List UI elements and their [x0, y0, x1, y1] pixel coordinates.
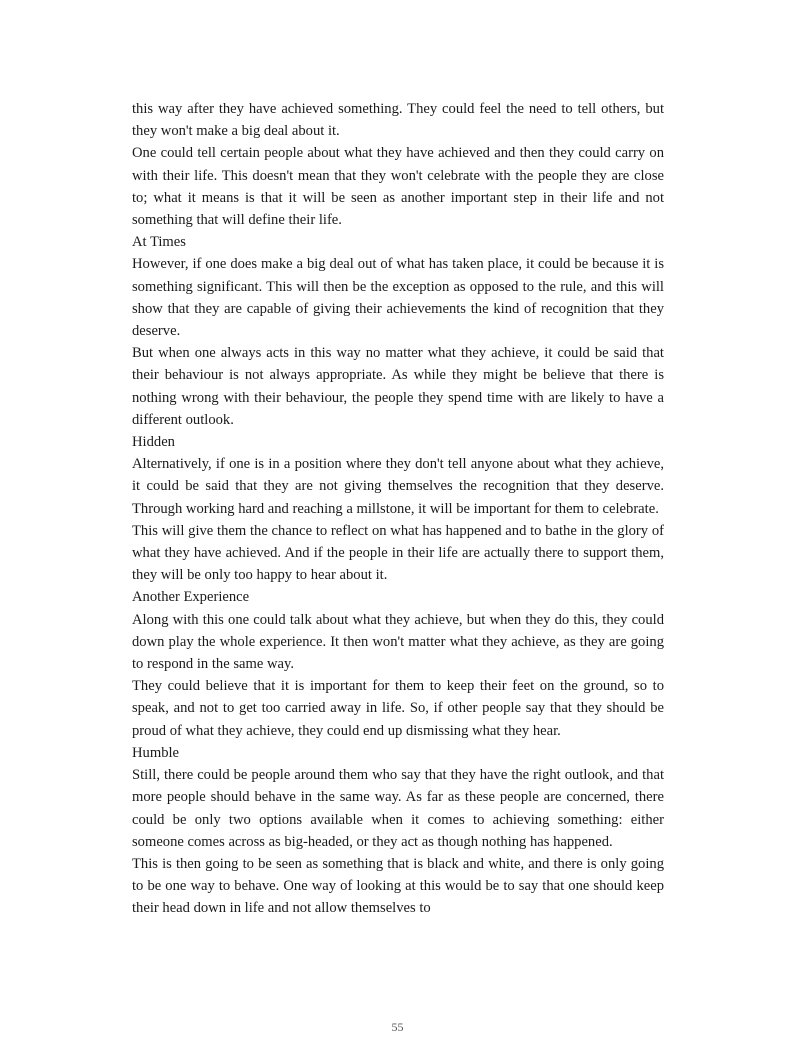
- paragraph: However, if one does make a big deal out of what has taken place, it could be because it is something significant. This will then be the exception as opposed to the rule, and this will show that they are capable of giving their achievements the kind of recognition that they deserve.: [132, 256, 664, 340]
- paragraph: this way after they have achieved something. They could feel the need to tell others, but they won't make a big deal about it.: [132, 101, 664, 140]
- section-heading: Humble: [132, 744, 180, 761]
- paragraph: Alternatively, if one is in a position where they don't tell anyone about what they achieve, it could be said that they are not giving themselves the recognition that they deserve. Through working hard and reaching a millstone, it will be important for them to celebrate.: [132, 456, 664, 517]
- section-heading: Hidden: [132, 434, 175, 451]
- paragraph: Along with this one could talk about what they achieve, but when they do this, they could down play the whole experience. It then won't matter what they achieve, as they are going to respond in the same way.: [132, 611, 664, 673]
- paragraph: This will give them the chance to reflect on what has happened and to bathe in the glory of what they have achieved. And if the people in their life are actually there to support them, they will be only too happy to hear about it.: [132, 522, 664, 584]
- page-number: 55: [391, 1020, 404, 1034]
- paragraph: This is then going to be seen as something that is black and white, and there is only going to be one way to behave. One way of looking at this would be to say that one should keep their head down in life and not allow themselves to: [132, 855, 664, 917]
- paragraph: Still, there could be people around them who say that they have the right outlook, and that more people should behave in the same way. As far as these people are concerned, there could be only two options available when it comes to achieving something: either someone comes across as big-headed, or they act as though nothing has happened.: [132, 767, 664, 850]
- paragraph: They could believe that it is important for them to keep their feet on the ground, so to speak, and not to get too carried away in life. So, if other people say that they should be proud of what they achieve, they could end up dismissing what they hear.: [132, 678, 664, 739]
- section-heading: At Times: [132, 234, 186, 251]
- section-heading: Another Experience: [132, 589, 250, 606]
- paragraph: One could tell certain people about what they have achieved and then they could carry on with their life. This doesn't mean that they won't celebrate with the people they are close to; what it means is that it will be seen as another important step in their life and not something that will define their life.: [132, 145, 664, 229]
- paragraph: But when one always acts in this way no matter what they achieve, it could be said that their behaviour is not always appropriate. As while they might be believe that there is nothing wrong with their behaviour, the people they spend time with are likely to have a different outlook.: [132, 345, 664, 428]
- page-body: [132, 98, 664, 920]
